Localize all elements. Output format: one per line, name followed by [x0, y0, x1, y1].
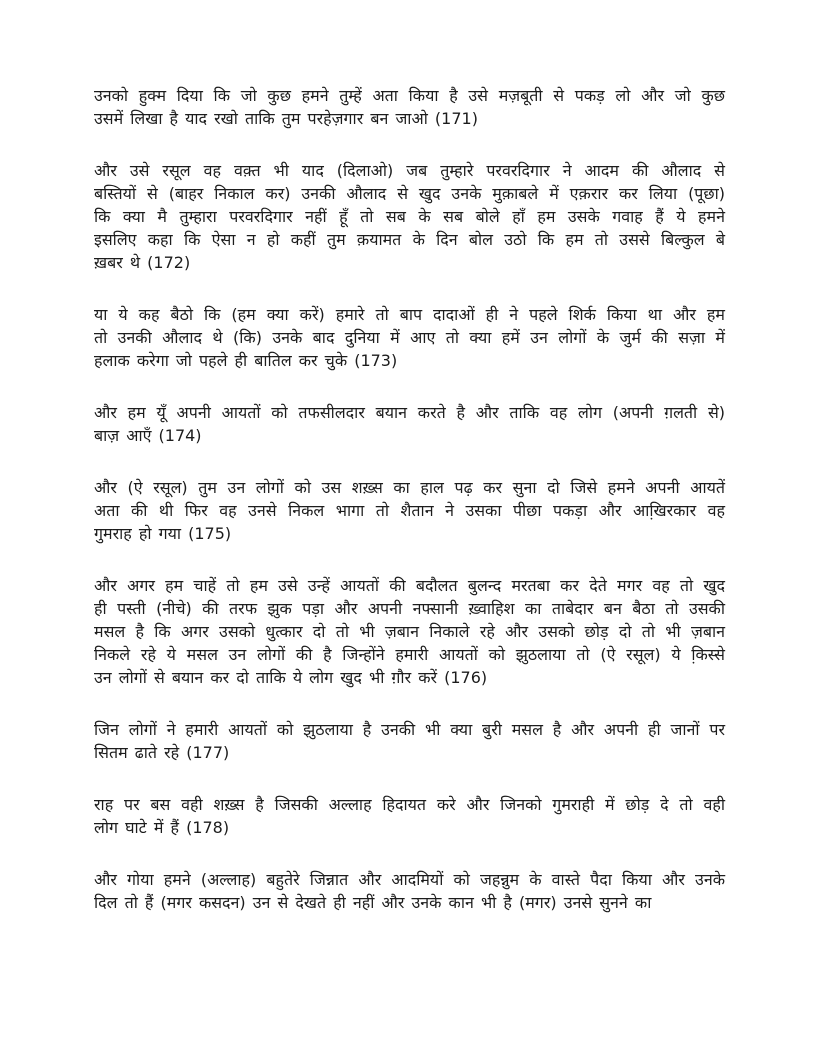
text-line: दिल तो हैं (मगर कसदन) उन से देखते ही नहीं और उनके कान भी है (मगर) उनसे सुनने का	[94, 893, 652, 912]
text-line: लोग घाटे में हैं (178)	[94, 818, 230, 837]
text-line: और गोया हमने (अल्लाह) बहुतेरे जिन्नात और आदमियों को जहन्नुम के वास्ते पैदा किया और उनके	[94, 870, 725, 889]
verse-paragraph-176	[94, 574, 725, 689]
text-line: सितम ढाते रहे (177)	[94, 743, 230, 762]
text-line: ख़बर थे (172)	[94, 253, 191, 272]
text-line: निकले रहे ये मसल उन लोगों की है जिन्होंने हमारी आयतों को झुठलाया तो (ऐ रसूल) ये कि़स्से	[94, 645, 725, 664]
text-line: और अगर हम चाहें तो हम उसे उन्हें आयतों की बदौलत बुलन्द मरतबा कर देते मगर वह तो खुद	[94, 576, 725, 595]
text-line: और उसे रसूल वह वक़्त भी याद (दिलाओ) जब तुम्हारे परवरदिगार ने आदम की औलाद से	[94, 161, 725, 180]
text-line: उन लोगों से बयान कर दो ताकि ये लोग खुद भी ग़ौर करें (176)	[94, 668, 488, 687]
text-line: बाज़ आएँ (174)	[94, 426, 202, 445]
text-line: ही पस्ती (नीचे) की तरफ झुक पड़ा और अपनी नफ्सानी ख़्वाहिश का ताबेदार बन बैठा तो उसकी	[94, 599, 725, 618]
text-line: जिन लोगों ने हमारी आयतों को झुठलाया है उनकी भी क्या बुरी मसल है और अपनी ही जानों पर	[94, 720, 725, 739]
document-page	[94, 84, 725, 914]
verse-paragraph-179	[94, 868, 725, 914]
text-line: बस्तियों से (बाहर निकाल कर) उनकी औलाद से खुद उनके मुक़ाबले में एक़रार कर लिया (पूछा)	[94, 184, 725, 203]
text-line: तो उनकी औलाद थे (कि) उनके बाद दुनिया में आए तो क्या हमें उन लोगों के जुर्म की सज़ा में	[94, 328, 725, 347]
text-line: गुमराह हो गया (175)	[94, 524, 232, 543]
text-line: राह पर बस वही शख़्स है जिसकी अल्लाह हिदायत करे और जिनको गुमराही में छोड़ दे तो वही	[94, 795, 725, 814]
text-line: अता की थी फिर वह उनसे निकल भागा तो शैतान ने उसका पीछा पकड़ा और आखि़रकार वह	[94, 501, 725, 520]
document-body	[94, 84, 725, 914]
verse-paragraph-173	[94, 303, 725, 372]
text-line: या ये कह बैठो कि (हम क्या करें) हमारे तो बाप दादाओं ही ने पहले शिर्क किया था और हम	[94, 305, 725, 324]
text-line: कि क्या मै तुम्हारा परवरदिगार नहीं हूँ तो सब के सब बोले हाँ हम उसके गवाह हैं ये हमने	[94, 207, 725, 226]
verse-paragraph-171	[94, 84, 725, 130]
text-line: उनको हुक्म दिया कि जो कुछ हमने तुम्हें अता किया है उसे मज़बूती से पकड़ लो और जो कुछ	[94, 86, 725, 105]
verse-paragraph-175	[94, 476, 725, 545]
text-line: मसल है कि अगर उसको धुत्कार दो तो भी ज़बान निकाले रहे और उसको छोड़ दो तो भी ज़बान	[94, 622, 725, 641]
text-line: हलाक करेगा जो पहले ही बातिल कर चुके (173)	[94, 351, 398, 370]
verse-paragraph-174	[94, 401, 725, 447]
verse-paragraph-177	[94, 718, 725, 764]
text-line: इसलिए कहा कि ऐसा न हो कहीं तुम क़यामत के दिन बोल उठो कि हम तो उससे बिल्कुल बे	[94, 230, 725, 249]
verse-paragraph-178	[94, 793, 725, 839]
text-line: और (ऐ रसूल) तुम उन लोगों को उस शख़्स का हाल पढ़ कर सुना दो जिसे हमने अपनी आयतें	[94, 478, 725, 497]
text-line: और हम यूँ अपनी आयतों को तफसीलदार बयान करते है और ताकि वह लोग (अपनी ग़लती से)	[94, 403, 725, 422]
text-line: उसमें लिखा है याद रखो ताकि तुम परहेज़गार बन जाओ (171)	[94, 109, 478, 128]
verse-paragraph-172	[94, 159, 725, 274]
